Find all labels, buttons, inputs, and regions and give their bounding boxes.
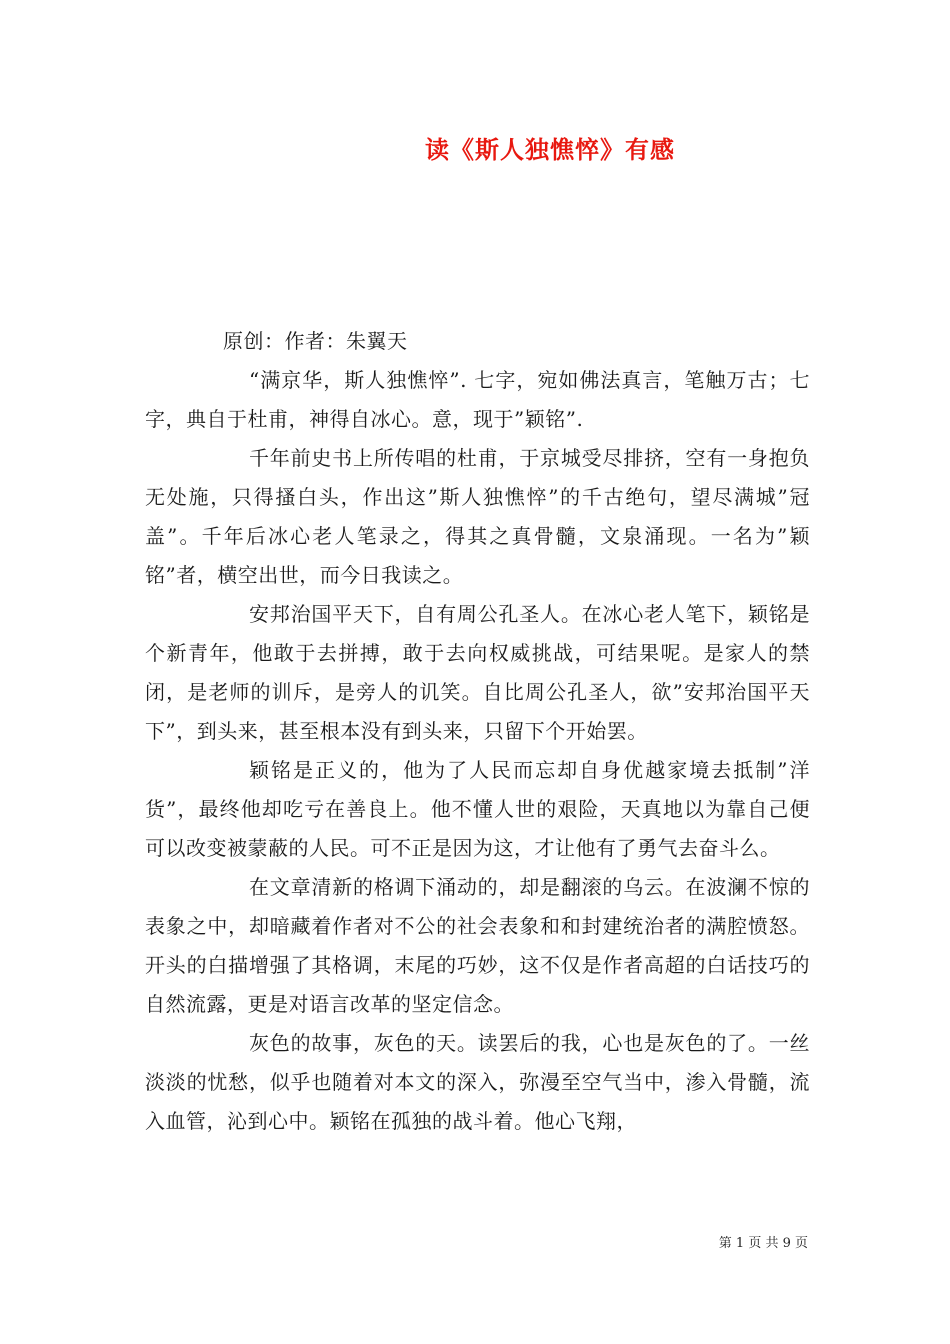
document-body — [145, 322, 810, 1141]
paragraph: “满京华，斯人独憔悴”. 七字，宛如佛法真言，笔触万古；七字，典自于杜甫，神得自冰心。意，现于”颖铭”. — [145, 368, 810, 431]
paragraph: 在文章清新的格调下涌动的，却是翻滚的乌云。在波澜不惊的表象之中，却暗藏着作者对不公的社会表象和和封建统治者的满腔愤怒。开头的白描增强了其格调，末尾的巧妙，这不仅是作者高超的白话技巧的自然流露，更是对语言改革的坚定信念。 — [145, 875, 810, 1016]
author-line: 原创：作者：朱翼天 — [223, 329, 408, 353]
paragraph: 灰色的故事，灰色的天。读罢后的我，心也是灰色的了。一丝淡淡的忧愁，似乎也随着对本文的深入，弥漫至空气当中，渗入骨髓，流入血管，沁到心中。颖铭在孤独的战斗着。他心飞翔， — [145, 1031, 810, 1133]
document-title: 读《斯人独憔悴》有感 — [425, 136, 675, 164]
paragraph: 安邦治国平天下，自有周公孔圣人。在冰心老人笔下，颖铭是个新青年，他敢于去拼搏，敢于去向权威挑战，可结果呢。是家人的禁闭，是老师的训斥，是旁人的讥笑。自比周公孔圣人，欲”安邦治国平天下”，到头来，甚至根本没有到头来，只留下个开始罢。 — [145, 602, 810, 743]
paragraph: 千年前史书上所传唱的杜甫，于京城受尽排挤，空有一身抱负无处施，只得搔白头，作出这”斯人独憔悴”的千古绝句，望尽满城”冠盖”。千年后冰心老人笔录之，得其之真骨髓，文泉涌现。一名为”颖铭”者，横空出世，而今日我读之。 — [145, 446, 810, 587]
paragraph: 颖铭是正义的，他为了人民而忘却自身优越家境去抵制”洋货”，最终他却吃亏在善良上。他不懂人世的艰险，天真地以为靠自己便可以改变被蒙蔽的人民。可不正是因为这，才让他有了勇气去奋斗么。 — [145, 758, 810, 860]
page-number-footer: 第 1 页 共 9 页 — [718, 1236, 808, 1251]
